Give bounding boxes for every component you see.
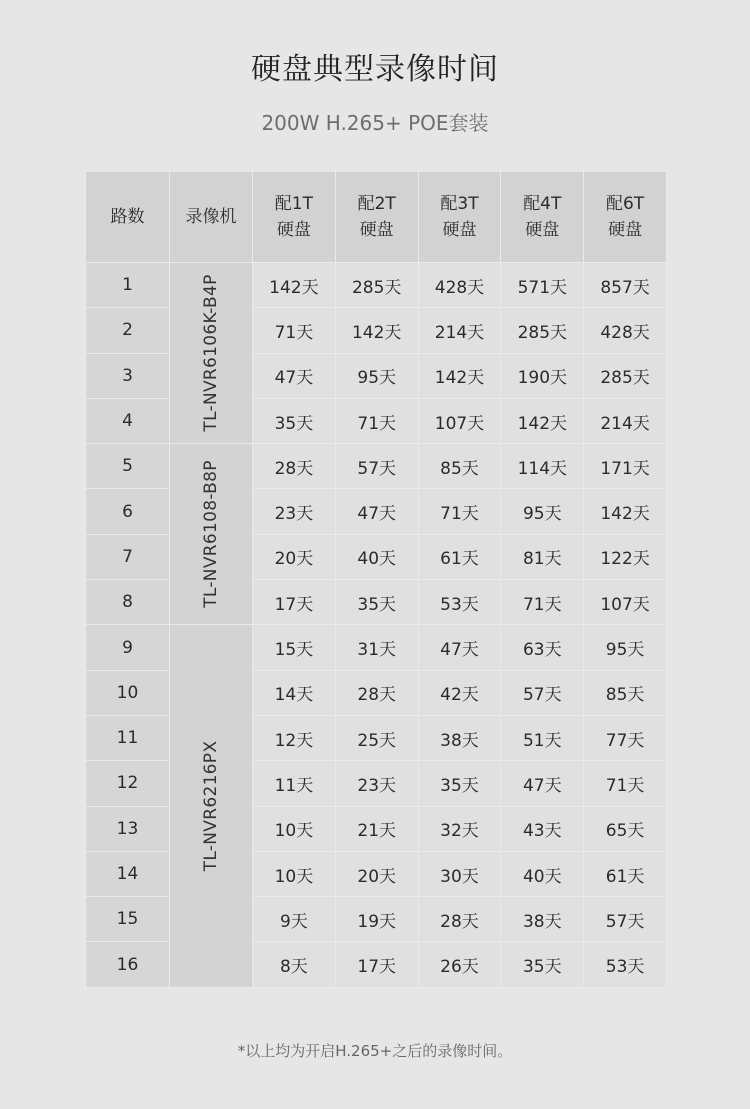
days-cell-3t: 428天 — [418, 263, 501, 308]
route-count-cell: 3 — [86, 353, 170, 398]
days-cell-6t: 61天 — [584, 851, 667, 896]
days-cell-6t: 285天 — [584, 353, 667, 398]
header-disk-4t-line1: 配4T — [523, 194, 562, 214]
route-count-cell: 9 — [86, 625, 170, 670]
days-cell-6t: 65天 — [584, 806, 667, 851]
days-cell-6t: 71天 — [584, 761, 667, 806]
header-disk-6t-line2: 硬盘 — [608, 220, 643, 240]
days-cell-4t: 285天 — [501, 308, 584, 353]
route-count-cell: 15 — [86, 897, 170, 942]
days-cell-4t: 142天 — [501, 398, 584, 443]
days-cell-4t: 35天 — [501, 942, 584, 987]
recorder-model-cell — [170, 444, 253, 625]
days-cell-2t: 20天 — [335, 851, 418, 896]
days-cell-6t: 142天 — [584, 489, 667, 534]
route-count-cell: 5 — [86, 444, 170, 489]
days-cell-2t: 23天 — [335, 761, 418, 806]
header-disk-3t-line2: 硬盘 — [442, 220, 477, 240]
header-disk-2t — [335, 172, 418, 263]
days-cell-3t: 53天 — [418, 580, 501, 625]
days-cell-6t: 77天 — [584, 715, 667, 760]
days-cell-3t: 26天 — [418, 942, 501, 987]
days-cell-2t: 31天 — [335, 625, 418, 670]
days-cell-1t: 47天 — [253, 353, 336, 398]
days-cell-3t: 35天 — [418, 761, 501, 806]
header-disk-4t-line2: 硬盘 — [525, 220, 560, 240]
days-cell-6t: 171天 — [584, 444, 667, 489]
days-cell-6t: 53天 — [584, 942, 667, 987]
days-cell-2t: 35天 — [335, 580, 418, 625]
days-cell-2t: 142天 — [335, 308, 418, 353]
days-cell-1t: 12天 — [253, 715, 336, 760]
days-cell-4t: 47天 — [501, 761, 584, 806]
days-cell-3t: 214天 — [418, 308, 501, 353]
route-count-cell: 8 — [86, 580, 170, 625]
days-cell-2t: 17天 — [335, 942, 418, 987]
days-cell-4t: 81天 — [501, 534, 584, 579]
days-cell-4t: 57天 — [501, 670, 584, 715]
header-route: 路数 — [86, 172, 170, 263]
days-cell-6t: 95天 — [584, 625, 667, 670]
route-count-cell: 14 — [86, 851, 170, 896]
recorder-model-cell — [170, 263, 253, 444]
days-cell-1t: 142天 — [253, 263, 336, 308]
days-cell-6t: 214天 — [584, 398, 667, 443]
recording-time-table — [85, 171, 667, 988]
recorder-model-label: TL-NVR6216PX — [201, 740, 221, 872]
route-count-cell: 10 — [86, 670, 170, 715]
route-count-cell: 2 — [86, 308, 170, 353]
days-cell-2t: 21天 — [335, 806, 418, 851]
days-cell-4t: 571天 — [501, 263, 584, 308]
days-cell-3t: 28天 — [418, 897, 501, 942]
days-cell-6t: 857天 — [584, 263, 667, 308]
route-count-cell: 6 — [86, 489, 170, 534]
days-cell-2t: 71天 — [335, 398, 418, 443]
days-cell-2t: 28天 — [335, 670, 418, 715]
header-disk-1t-line2: 硬盘 — [276, 220, 311, 240]
header-disk-3t — [418, 172, 501, 263]
days-cell-2t: 25天 — [335, 715, 418, 760]
route-count-cell: 1 — [86, 263, 170, 308]
days-cell-3t: 47天 — [418, 625, 501, 670]
route-count-cell: 7 — [86, 534, 170, 579]
days-cell-1t: 28天 — [253, 444, 336, 489]
days-cell-1t: 11天 — [253, 761, 336, 806]
days-cell-2t: 57天 — [335, 444, 418, 489]
days-cell-1t: 23天 — [253, 489, 336, 534]
days-cell-1t: 71天 — [253, 308, 336, 353]
table-body — [86, 263, 667, 988]
header-disk-6t — [584, 172, 667, 263]
days-cell-3t: 30天 — [418, 851, 501, 896]
table-header-row — [86, 172, 667, 263]
days-cell-1t: 17天 — [253, 580, 336, 625]
days-cell-4t: 190天 — [501, 353, 584, 398]
table-row — [86, 444, 667, 489]
table-row — [86, 625, 667, 670]
footnote: *以上均为开启H.265+之后的录像时间。 — [237, 1042, 513, 1060]
days-cell-6t: 428天 — [584, 308, 667, 353]
days-cell-3t: 142天 — [418, 353, 501, 398]
table-row — [86, 263, 667, 308]
days-cell-3t: 71天 — [418, 489, 501, 534]
route-count-cell: 12 — [86, 761, 170, 806]
header-recorder: 录像机 — [170, 172, 253, 263]
recorder-model-label: TL-NVR6106K-B4P — [201, 274, 221, 432]
header-disk-2t-line2: 硬盘 — [359, 220, 394, 240]
days-cell-3t: 61天 — [418, 534, 501, 579]
days-cell-1t: 15天 — [253, 625, 336, 670]
days-cell-4t: 51天 — [501, 715, 584, 760]
days-cell-4t: 38天 — [501, 897, 584, 942]
route-count-cell: 16 — [86, 942, 170, 987]
days-cell-3t: 32天 — [418, 806, 501, 851]
days-cell-1t: 8天 — [253, 942, 336, 987]
days-cell-2t: 285天 — [335, 263, 418, 308]
days-cell-6t: 85天 — [584, 670, 667, 715]
days-cell-3t: 42天 — [418, 670, 501, 715]
route-count-cell: 11 — [86, 715, 170, 760]
days-cell-4t: 95天 — [501, 489, 584, 534]
header-disk-3t-line1: 配3T — [440, 194, 479, 214]
page-subtitle: 200W H.265+ POE套装 — [261, 111, 489, 135]
page-title: 硬盘典型录像时间 — [251, 52, 499, 87]
days-cell-6t: 122天 — [584, 534, 667, 579]
days-cell-2t: 47天 — [335, 489, 418, 534]
days-cell-4t: 114天 — [501, 444, 584, 489]
days-cell-4t: 63天 — [501, 625, 584, 670]
recorder-model-cell — [170, 625, 253, 987]
days-cell-4t: 43天 — [501, 806, 584, 851]
days-cell-2t: 40天 — [335, 534, 418, 579]
days-cell-2t: 95天 — [335, 353, 418, 398]
days-cell-1t: 35天 — [253, 398, 336, 443]
days-cell-3t: 38天 — [418, 715, 501, 760]
header-disk-4t — [501, 172, 584, 263]
days-cell-4t: 71天 — [501, 580, 584, 625]
route-count-cell: 13 — [86, 806, 170, 851]
header-disk-6t-line1: 配6T — [605, 194, 645, 214]
days-cell-6t: 57天 — [584, 897, 667, 942]
days-cell-1t: 9天 — [253, 897, 336, 942]
days-cell-6t: 107天 — [584, 580, 667, 625]
header-disk-1t-line1: 配1T — [274, 194, 313, 214]
days-cell-2t: 19天 — [335, 897, 418, 942]
header-disk-2t-line1: 配2T — [357, 194, 396, 214]
header-disk-1t — [253, 172, 336, 263]
days-cell-1t: 10天 — [253, 851, 336, 896]
days-cell-1t: 20天 — [253, 534, 336, 579]
recorder-model-label: TL-NVR6108-B8P — [201, 460, 221, 609]
days-cell-3t: 85天 — [418, 444, 501, 489]
days-cell-4t: 40天 — [501, 851, 584, 896]
days-cell-1t: 14天 — [253, 670, 336, 715]
days-cell-3t: 107天 — [418, 398, 501, 443]
days-cell-1t: 10天 — [253, 806, 336, 851]
route-count-cell: 4 — [86, 398, 170, 443]
